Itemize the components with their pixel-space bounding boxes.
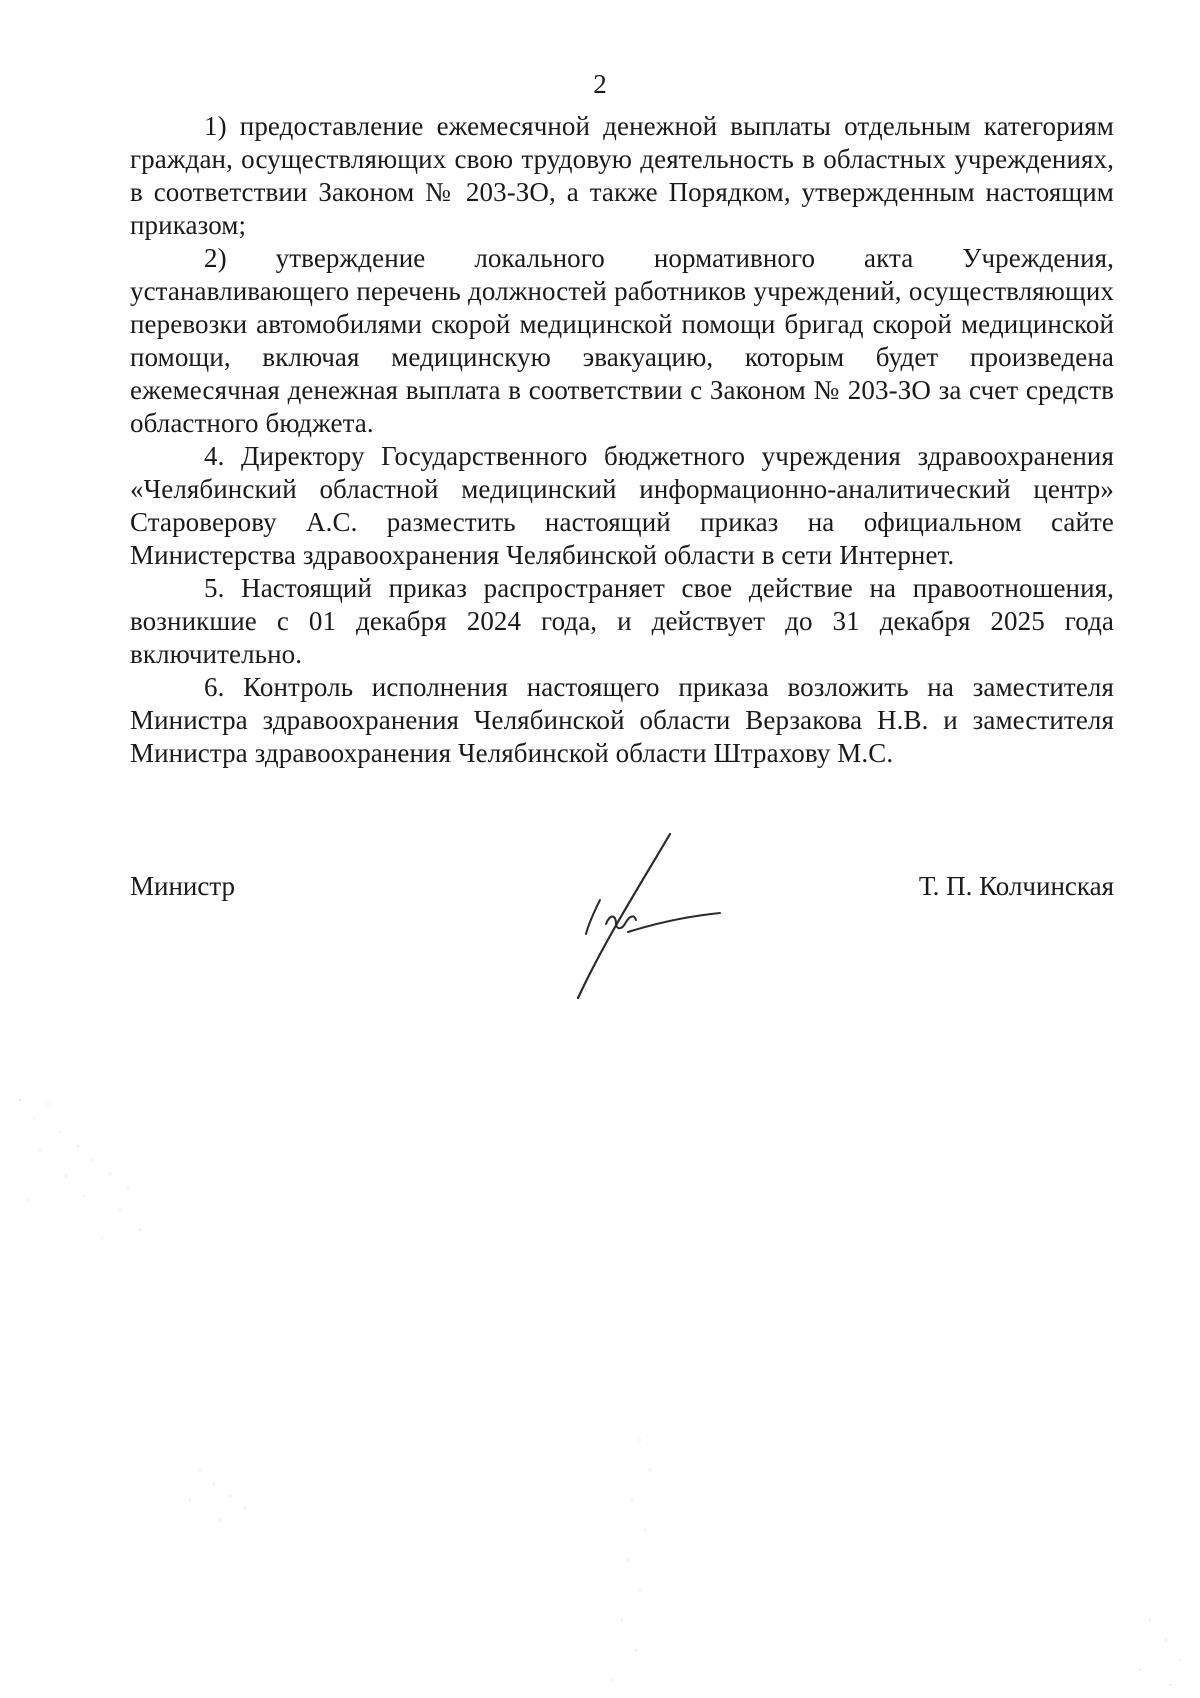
document-body (130, 110, 1114, 770)
paragraph-item-2: 2) утверждение локального нормативного акта Учреждения, устанавливающего перечень должностей работников учреждений, осуществляющих перевозки автомобилями скорой медицинской помощи бригад скорой медицинской помощи, включая медицинскую эвакуацию, которым будет произведена ежемесячная денежная выплата в соответствии с Законом № 203-ЗО за счет средств областного бюджета. (130, 243, 1114, 438)
page-number: 2 (593, 69, 607, 99)
signatory-title: Министр (130, 871, 235, 901)
signatory-name: Т. П. Колчинская (918, 871, 1114, 901)
paragraph-item-6: 6. Контроль исполнения настоящего приказа возложить на заместителя Министра здравоохранения Челябинской области Верзакова Н.В. и заместителя Министра здравоохранения Челябинской области Штрахову М.С. (130, 672, 1114, 768)
paragraph-item-5: 5. Настоящий приказ распространяет свое действие на правоотношения, возникшие с 01 декабря 2024 года, и действует до 31 декабря 2025 года включительно. (130, 573, 1114, 669)
paragraph-item-1: 1) предоставление ежемесячной денежной выплаты отдельным категориям граждан, осуществляющих свою трудовую деятельность в областных учреждениях, в соответствии Законом № 203-ЗО, а также Порядком, утвержденным настоящим приказом; (130, 111, 1114, 240)
handwritten-signature (520, 830, 730, 1010)
paragraph-item-4: 4. Директору Государственного бюджетного учреждения здравоохранения «Челябинский областной медицинский информационно-аналитический центр» Староверову А.С. разместить настоящий приказ на официальном сайте Министерства здравоохранения Челябинской области в сети Интернет. (130, 441, 1114, 570)
